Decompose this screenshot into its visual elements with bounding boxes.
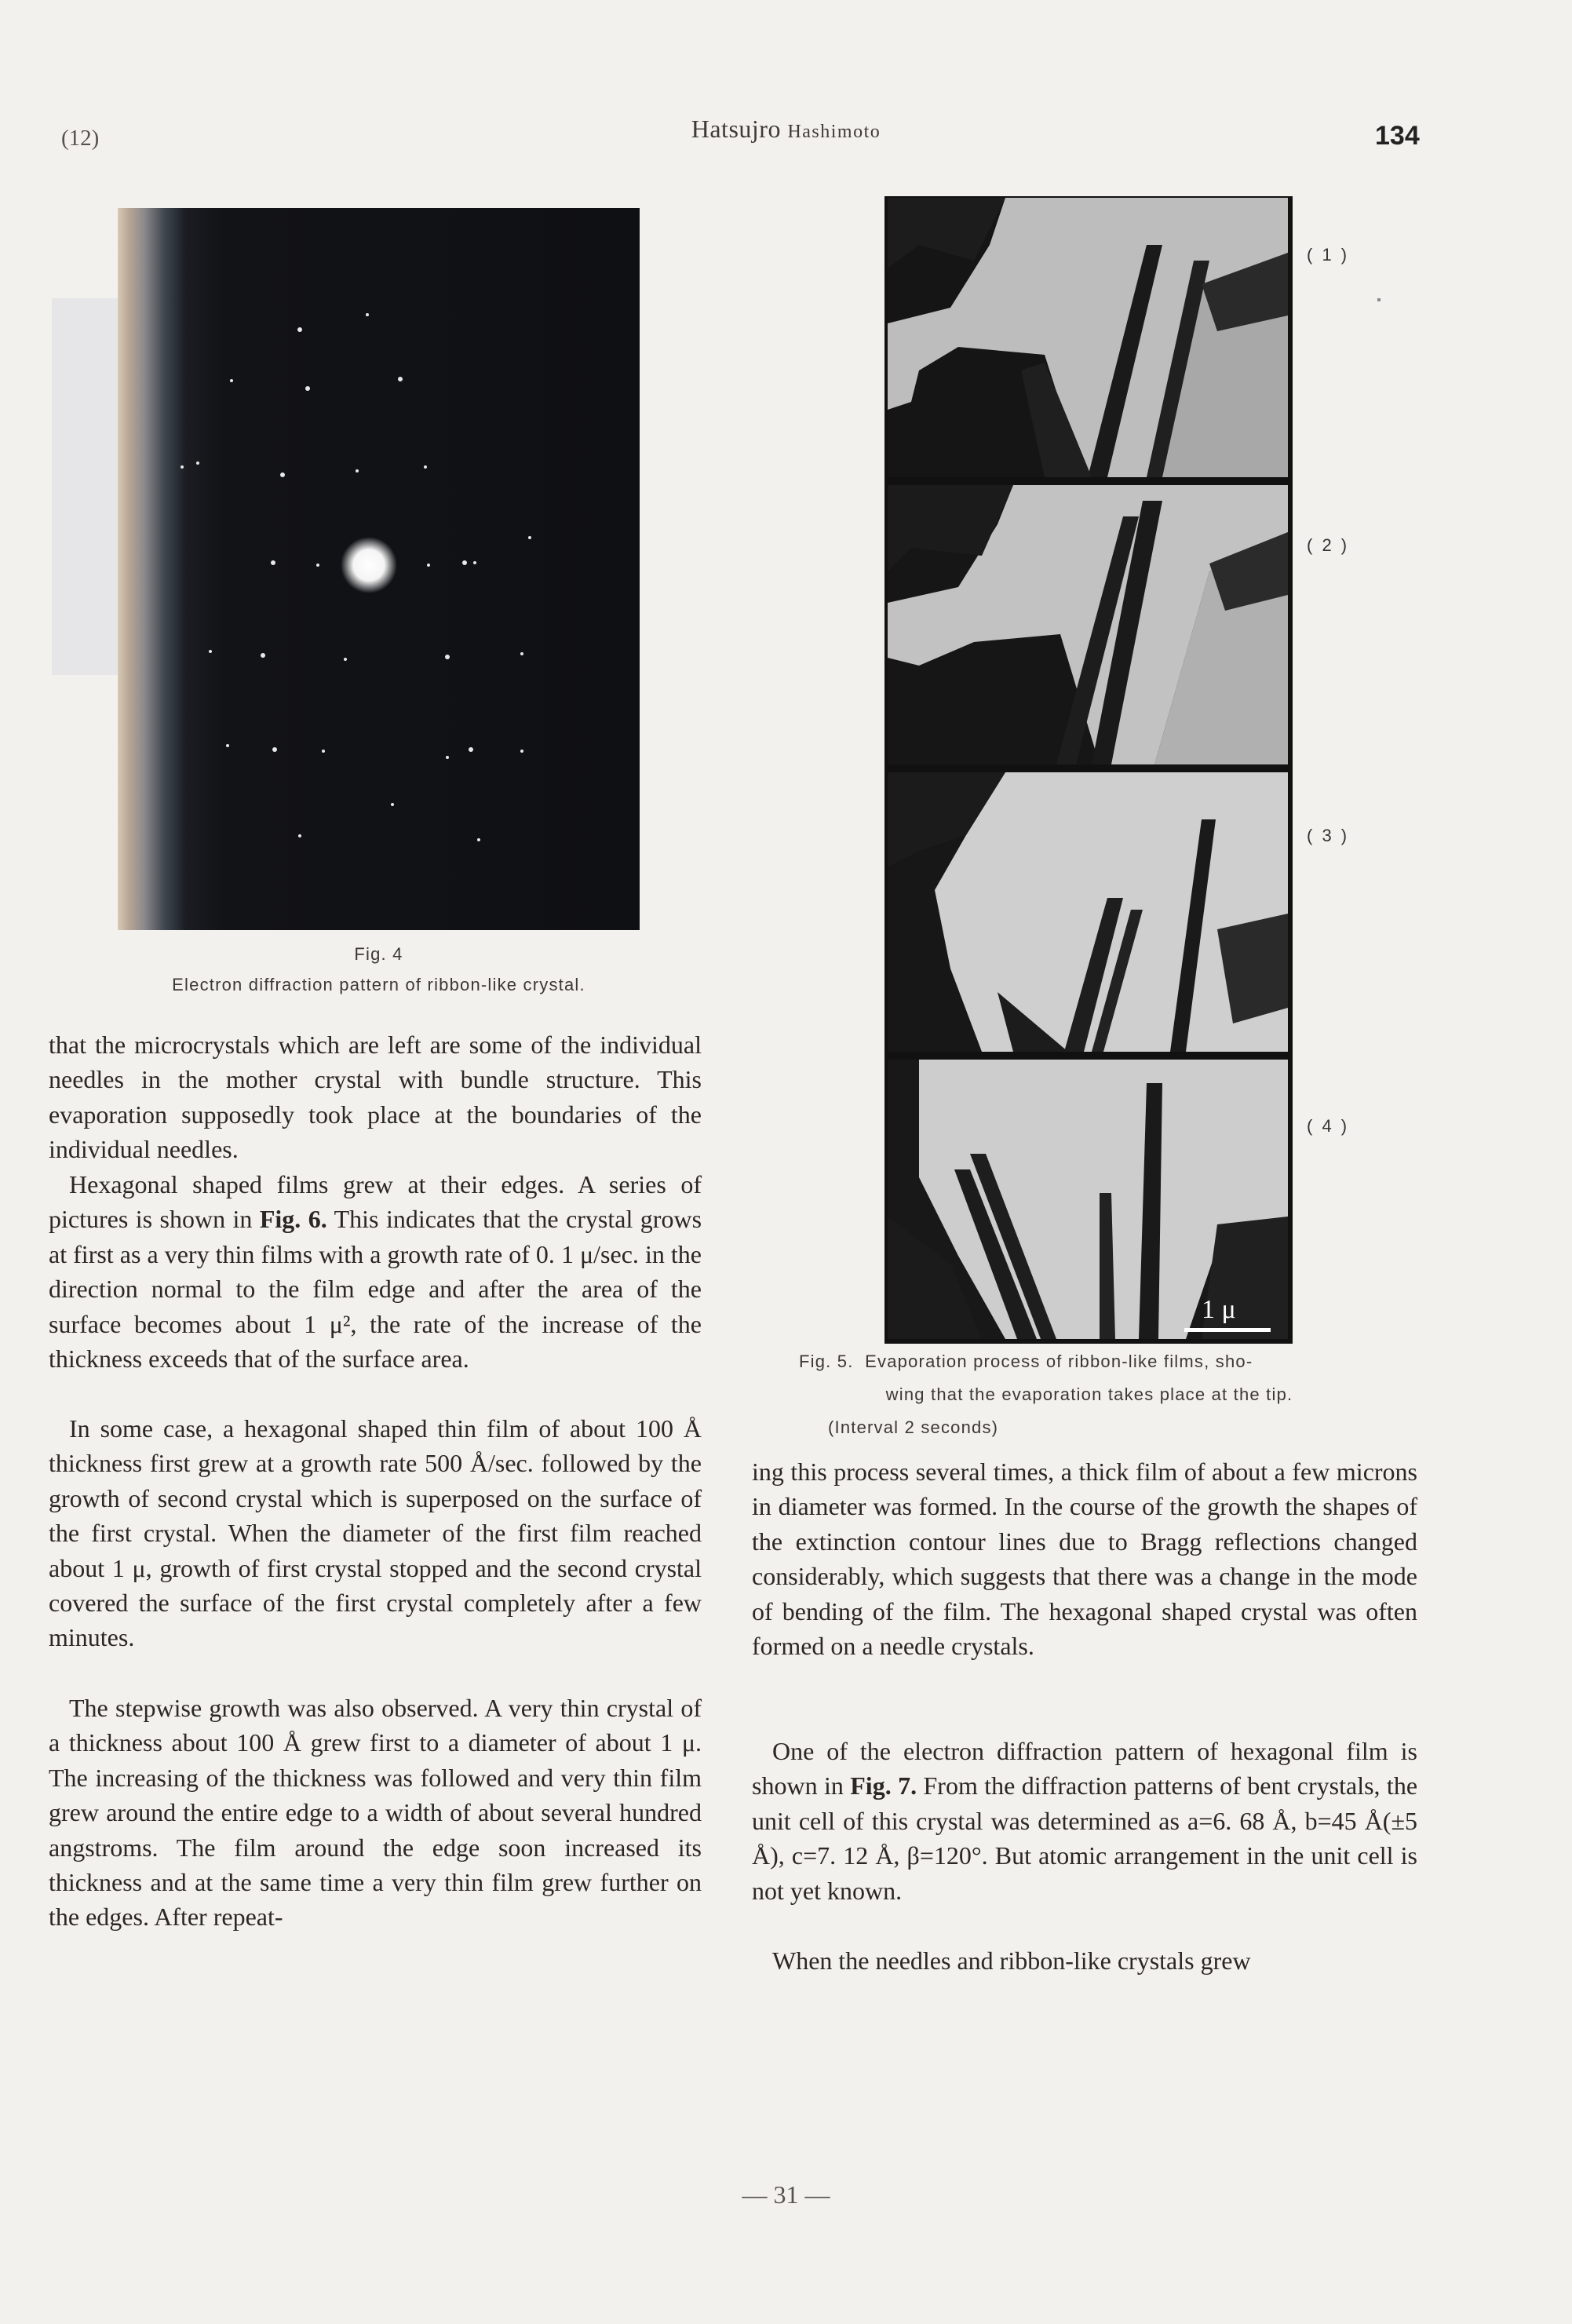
micrograph-panel-1	[888, 198, 1288, 477]
scale-bar-label: 1 μ	[1202, 1295, 1236, 1324]
diffraction-pattern-graphic	[118, 208, 640, 930]
micrograph-panel-2	[888, 485, 1288, 764]
right-paragraph-1: ing this process several times, a thick film of about a few microns in diameter was formed. In the course of the growth the shapes of the extinction contour lines due to Bragg reflections changed considerably, which suggests that there was a change in the mode of bending of the film. The hexagonal shaped crystal was often formed on a needle crystals.	[752, 1458, 1417, 1661]
page-number-footer: — 31 —	[742, 2180, 830, 2209]
figure-4-diffraction-image	[118, 208, 640, 930]
scale-bar-line	[1184, 1328, 1271, 1332]
author-first-name: Hatsujro	[691, 115, 788, 143]
running-head-page-label: (12)	[61, 126, 100, 151]
running-head-page-number: 134	[1375, 121, 1420, 151]
panel-label-1: ( 1 )	[1307, 245, 1350, 265]
figure-5-caption-line-1	[799, 1352, 1380, 1372]
figure-5-caption-line-2: wing that the evaporation takes place at the tip.	[885, 1385, 1293, 1404]
left-paragraph-4: The stepwise growth was also observed. A very thin crystal of a thickness about 100 Å grew first to a diameter of about 1 μ. The increasing of the thickness was followed and very thin film grew around the entire edge to a width of about several hundred angstroms. The film around the edge soon increased its thickness and at the same time a very thin film grew further on the edges. After repeat-	[49, 1694, 702, 1932]
left-paragraph-2	[49, 1167, 702, 1376]
right-paragraph-2-text-a: One of the electron diffraction pattern of hexagonal film is shown in	[752, 1737, 1417, 1800]
right-paragraph-2	[752, 1734, 1417, 1908]
show-through-shadow	[52, 298, 122, 675]
figure-5-panel-4	[888, 1060, 1288, 1339]
panel-label-2: ( 2 )	[1307, 535, 1350, 555]
figure-5-panel-1	[888, 198, 1288, 477]
right-paragraph-2-text-b: From the diffraction patterns of bent crystals, the unit cell of this crystal was determined as a=6. 68 Å, b=45 Å(±5 Å), c=7. 12 Å, β=120°. But atomic arrangement in the unit cell is not yet known.	[752, 1771, 1418, 1905]
micrograph-panel-3	[888, 772, 1288, 1052]
figure-5-caption-text: Evaporation process of ribbon-like films, sho-	[865, 1352, 1253, 1371]
author-last-name: Hashimoto	[787, 122, 881, 142]
left-paragraph-2-text-a: Hexagonal shaped films grew at their edges. A series of pictures is shown in	[49, 1170, 702, 1234]
right-paragraph-3: When the needles and ribbon-like crystals grew	[772, 1946, 1251, 1975]
figure-4-label: Fig. 4	[354, 944, 403, 964]
panel-label-3: ( 3 )	[1307, 826, 1350, 845]
left-paragraph-2-text-b: This indicates that the crystal grows at first as a very thin films with a growth rate of 0. 1 μ/sec. in the direction normal to the film edge and after the area of the surface becomes about 1 μ², the rate of the increase of the thickness exceeds that of the surface area.	[49, 1205, 702, 1374]
figure-7-reference: Fig. 7.	[850, 1771, 917, 1800]
running-head-author	[0, 115, 1572, 144]
left-paragraph-1: that the microcrystals which are left are some of the individual needles in the mother crystal with bundle structure. This evaporation supposedly took place at the boundaries of the individual needles.	[49, 1031, 702, 1164]
left-paragraph-3: In some case, a hexagonal shaped thin film of about 100 Å thickness first grew at a growth rate 500 Å/sec. followed by the growth of second crystal which is superposed on the surface of the first crystal. When the diameter of the first film reached about 1 μ, growth of first crystal stopped and the second crystal covered the surface of the first crystal completely after a few minutes.	[49, 1414, 702, 1652]
figure-5-caption-label: Fig. 5.	[799, 1352, 854, 1371]
figure-5-image-strip	[884, 196, 1293, 1344]
panel-label-4: ( 4 )	[1307, 1116, 1350, 1136]
figure-6-reference: Fig. 6.	[259, 1205, 327, 1234]
figure-5-caption-line-3: (Interval 2 seconds)	[828, 1417, 999, 1437]
figure-5-panel-2	[888, 485, 1288, 764]
scan-speck	[1377, 298, 1381, 301]
central-beam-spot	[341, 537, 397, 593]
figure-4-caption: Electron diffraction pattern of ribbon-like crystal.	[172, 975, 585, 994]
figure-5-panel-3	[888, 772, 1288, 1052]
